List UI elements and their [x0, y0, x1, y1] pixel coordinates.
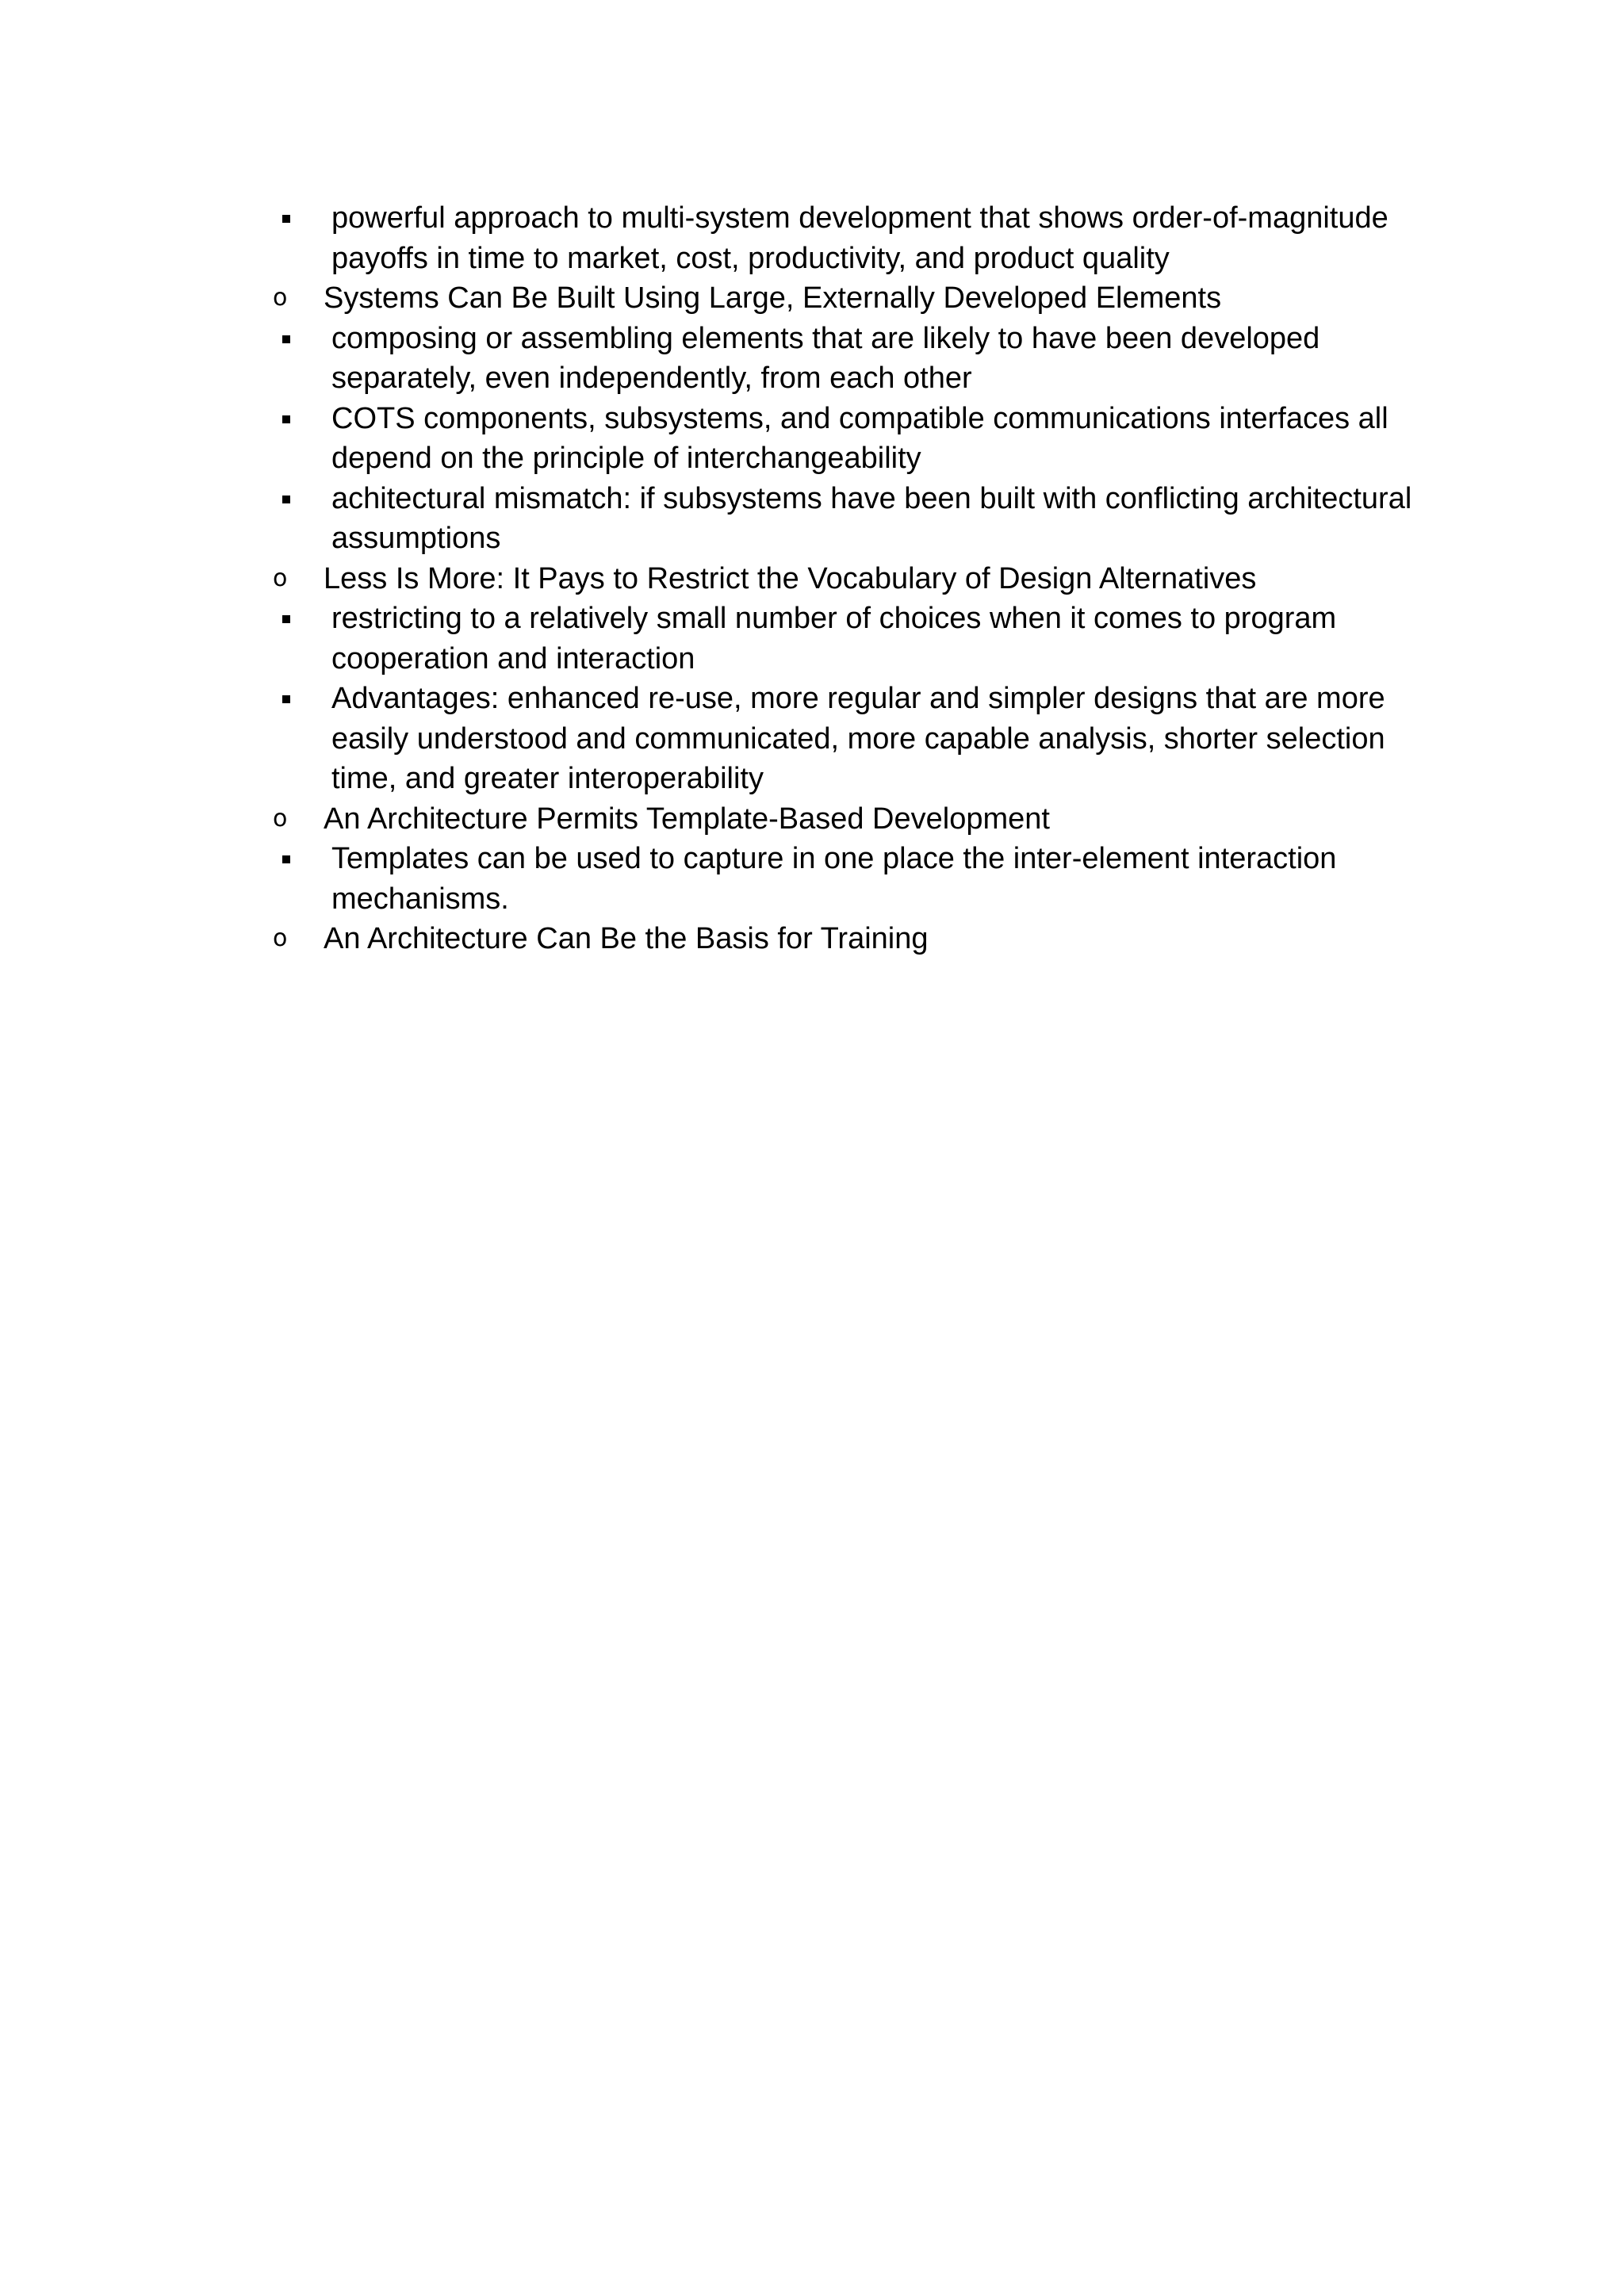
list-item-text: COTS components, subsystems, and compatible communications interfaces all depend on the principle of interchangeability [331, 401, 1388, 475]
list-item [270, 799, 1443, 840]
list-item [270, 399, 1443, 479]
list-item [270, 278, 1443, 319]
list-item [270, 679, 1443, 799]
list-item-text: Advantages: enhanced re-use, more regular and simpler designs that are more easily understood and communicated, more capable analysis, shorter selection time, and greater interoperability [331, 682, 1385, 795]
circle-bullet-icon: o [273, 924, 288, 952]
outline-list [270, 198, 1443, 959]
square-bullet-icon [282, 855, 290, 863]
list-item-text: Systems Can Be Built Using Large, Externally Developed Elements [324, 281, 1222, 315]
list-item-text: An Architecture Can Be the Basis for Training [324, 922, 929, 955]
circle-bullet-icon: o [273, 804, 288, 832]
square-bullet-icon [282, 496, 290, 503]
list-item [270, 599, 1443, 679]
list-item-text: An Architecture Permits Template-Based Development [324, 802, 1050, 836]
square-bullet-icon [282, 695, 290, 703]
list-item [270, 198, 1443, 278]
square-bullet-icon [282, 615, 290, 623]
list-item [270, 479, 1443, 559]
circle-bullet-icon: o [273, 564, 288, 592]
circle-bullet-icon: o [273, 284, 288, 312]
list-item [270, 919, 1443, 959]
list-item-text: powerful approach to multi-system development that shows order-of-magnitude payoffs in time to market, cost, productivity, and product quality [331, 201, 1388, 275]
list-item-text: restricting to a relatively small number of choices when it comes to program cooperation and interaction [331, 602, 1337, 675]
list-item [270, 559, 1443, 599]
list-item-text: Less Is More: It Pays to Restrict the Vocabulary of Design Alternatives [324, 561, 1257, 595]
list-item [270, 839, 1443, 919]
square-bullet-icon [282, 215, 290, 223]
list-item-text: Templates can be used to capture in one place the inter-element interaction mechanisms. [331, 842, 1337, 916]
square-bullet-icon [282, 415, 290, 423]
list-item-text: composing or assembling elements that are likely to have been developed separately, even independently, from each other [331, 321, 1320, 395]
list-item-text: achitectural mismatch: if subsystems have been built with conflicting architectural assumptions [331, 481, 1412, 555]
list-item [270, 319, 1443, 399]
square-bullet-icon [282, 335, 290, 343]
